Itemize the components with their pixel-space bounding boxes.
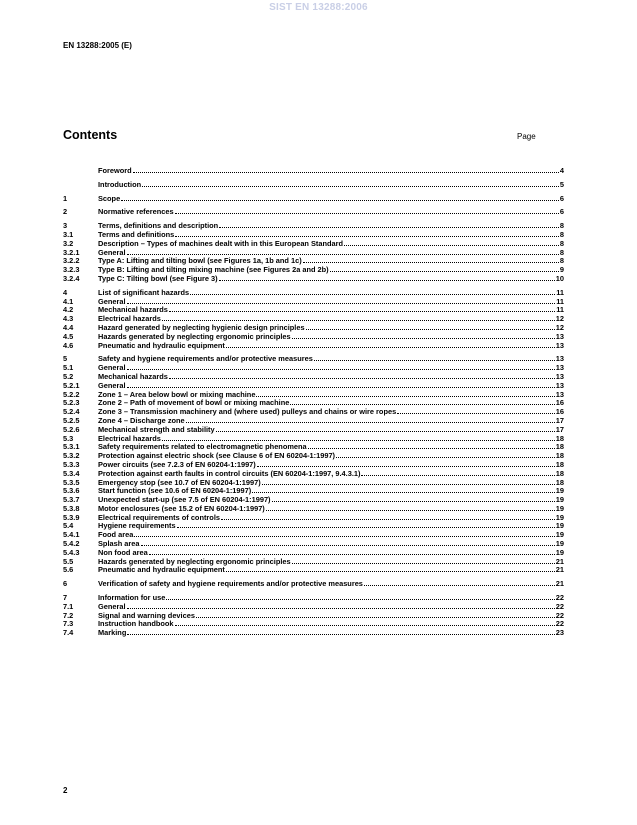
toc-entry-number: 4.2: [63, 305, 74, 315]
toc-entry-page: 22: [555, 610, 564, 620]
toc-entry-page: 18: [555, 459, 564, 469]
toc-entry[interactable]: [63, 305, 564, 314]
toc-entry-number: 6: [63, 579, 68, 589]
dot-leader: [272, 495, 555, 502]
toc-entry[interactable]: [63, 469, 564, 478]
toc-entry[interactable]: [63, 314, 564, 323]
toc-entry-title: Electrical hazards: [98, 314, 161, 324]
toc-entry-number: 5.3.3: [63, 459, 80, 469]
toc-entry-title: Power circuits (see 7.2.3 of EN 60204-1:1997): [98, 459, 256, 469]
toc-entry-title: Type A: Lifting and tilting bowl (see Figures 1a, 1b and 1c): [98, 256, 302, 266]
toc-entry-title: Description – Types of machines dealt with in this European Standard: [98, 238, 344, 248]
toc-entry-title: Marking: [98, 628, 127, 638]
toc-entry-title: Terms, definitions and description: [98, 221, 219, 231]
toc-entry-number: 5.2.5: [63, 415, 80, 425]
dot-leader: [134, 530, 554, 537]
dot-leader: [306, 323, 555, 330]
toc-entry-title: Unexpected start-up (see 7.5 of EN 60204-1:1997): [98, 495, 271, 505]
toc-entry-number: 4.5: [63, 331, 74, 341]
toc-entry[interactable]: [63, 230, 564, 239]
toc-entry-title: Hazards generated by neglecting ergonomic principles: [98, 556, 291, 566]
toc-entry-title: Scope: [98, 193, 121, 203]
toc-entry[interactable]: [63, 611, 564, 620]
toc-entry[interactable]: [63, 398, 564, 407]
toc-entry[interactable]: [63, 579, 564, 588]
toc-entry-page: 13: [555, 371, 564, 381]
toc-entry[interactable]: [63, 460, 564, 469]
dot-leader: [127, 381, 555, 388]
toc-entry-page: 5: [559, 179, 564, 189]
dot-leader: [219, 274, 555, 281]
toc-entry-page: 19: [555, 521, 564, 531]
toc-entry-page: 19: [555, 495, 564, 505]
toc-entry-title: General: [98, 296, 126, 306]
toc-entry-number: 5.3.4: [63, 468, 80, 478]
toc-entry-page: 19: [555, 530, 564, 540]
toc-entry-page: 13: [555, 389, 564, 399]
toc-entry-page: 19: [555, 539, 564, 549]
toc-entry-page: 12: [555, 314, 564, 324]
dot-leader: [361, 469, 554, 476]
toc-entry-number: 4: [63, 287, 68, 297]
toc-entry-page: 17: [555, 424, 564, 434]
dot-leader: [397, 407, 555, 414]
toc-entry-title: Splash area: [98, 539, 140, 549]
toc-entry[interactable]: [63, 221, 564, 230]
toc-entry[interactable]: [63, 265, 564, 274]
dot-leader: [133, 166, 559, 173]
dot-leader: [162, 434, 555, 441]
dot-leader: [303, 256, 559, 263]
toc-entry-page: 8: [559, 247, 564, 257]
toc-entry-number: 7.2: [63, 610, 74, 620]
toc-entry[interactable]: [63, 513, 564, 522]
toc-entry-title: Protection against electric shock (see Clause 6 of EN 60204-1:1997): [98, 451, 336, 461]
toc-entry-page: 16: [555, 398, 564, 408]
toc-entry-number: 5.2: [63, 371, 74, 381]
toc-entry[interactable]: [63, 565, 564, 574]
toc-entry[interactable]: [63, 442, 564, 451]
toc-entry-number: 5.4: [63, 521, 74, 531]
toc-entry-title: Hazards generated by neglecting ergonomic principles: [98, 331, 291, 341]
toc-entry[interactable]: [63, 416, 564, 425]
toc-entry-page: 18: [555, 433, 564, 443]
toc-entry-number: 5.3.7: [63, 495, 80, 505]
dot-leader: [169, 305, 555, 312]
toc-entry-page: 22: [555, 593, 564, 603]
toc-entry-page: 11: [556, 305, 564, 315]
toc-entry[interactable]: [63, 194, 564, 203]
toc-entry[interactable]: [63, 323, 564, 332]
dot-leader: [308, 442, 555, 449]
table-of-contents: [63, 166, 564, 637]
dot-leader: [292, 332, 555, 339]
toc-entry[interactable]: [63, 557, 564, 566]
dot-leader: [127, 297, 556, 304]
toc-entry-number: 5.6: [63, 565, 74, 575]
toc-entry-title: Motor enclosures (see 15.2 of EN 60204-1:1997): [98, 503, 265, 513]
toc-entry-page: 21: [555, 565, 564, 575]
dot-leader: [127, 363, 555, 370]
toc-entry[interactable]: [63, 363, 564, 372]
dot-leader: [257, 460, 555, 467]
toc-entry-number: 4.4: [63, 322, 74, 332]
dot-leader: [219, 221, 559, 228]
toc-entry-number: 5.4.2: [63, 539, 80, 549]
toc-entry[interactable]: [63, 274, 564, 283]
toc-entry-number: 2: [63, 207, 68, 217]
toc-entry-number: 5.3: [63, 433, 74, 443]
dot-leader: [364, 579, 555, 586]
toc-entry-title: Introduction: [98, 179, 142, 189]
toc-entry-title: Protection against earth faults in control circuits (EN 60204-1:1997, 9.4.3.1): [98, 468, 361, 478]
dot-leader: [169, 372, 555, 379]
dot-leader: [141, 539, 555, 546]
page-title: Contents: [63, 128, 118, 142]
dot-leader: [196, 611, 555, 618]
dot-leader: [221, 513, 555, 520]
toc-entry-number: 5: [63, 354, 68, 364]
toc-entry-page: 13: [555, 363, 564, 373]
dot-leader: [290, 398, 554, 405]
toc-entry-page: 19: [555, 512, 564, 522]
toc-entry[interactable]: [63, 619, 564, 628]
toc-entry-title: Verification of safety and hygiene requirements and/or protective measures: [98, 579, 363, 589]
toc-entry-number: 5.5: [63, 556, 74, 566]
toc-entry-number: 5.2.2: [63, 389, 80, 399]
dot-leader: [127, 602, 555, 609]
toc-entry-number: 5.3.2: [63, 451, 80, 461]
toc-entry-title: Signal and warning devices: [98, 610, 195, 620]
toc-entry-title: Information for use: [98, 593, 166, 603]
toc-entry-page: 18: [555, 468, 564, 478]
toc-entry-number: 5.3.9: [63, 512, 80, 522]
toc-entry-page: 13: [555, 354, 564, 364]
dot-leader: [252, 486, 555, 493]
toc-entry-number: 5.1: [63, 363, 74, 373]
toc-entry-number: 7.1: [63, 601, 74, 611]
toc-entry-number: 5.2.4: [63, 407, 80, 417]
dot-leader: [162, 314, 555, 321]
toc-entry[interactable]: [63, 381, 564, 390]
toc-entry-number: 3.2.3: [63, 265, 80, 275]
dot-leader: [314, 354, 555, 361]
toc-entry-title: Non food area: [98, 547, 148, 557]
toc-entry-page: 11: [556, 287, 564, 297]
toc-entry[interactable]: [63, 372, 564, 381]
toc-entry-title: Safety and hygiene requirements and/or protective measures: [98, 354, 313, 364]
toc-entry-title: Normative references: [98, 207, 174, 217]
toc-entry[interactable]: [63, 288, 564, 297]
toc-entry-page: 11: [556, 296, 564, 306]
toc-entry-page: 21: [555, 579, 564, 589]
toc-entry-title: Pneumatic and hydraulic equipment: [98, 340, 225, 350]
toc-entry-page: 13: [555, 340, 564, 350]
toc-entry[interactable]: [63, 248, 564, 257]
toc-entry-page: 10: [555, 273, 564, 283]
toc-entry[interactable]: [63, 548, 564, 557]
toc-entry-title: Foreword: [98, 166, 132, 175]
toc-entry-number: 5.3.1: [63, 442, 80, 452]
toc-entry-page: 19: [555, 547, 564, 557]
toc-entry-title: Type C: Tilting bowl (see Figure 3): [98, 273, 218, 283]
toc-entry-number: 3: [63, 221, 68, 231]
toc-entry-title: Food area: [98, 530, 134, 540]
toc-entry-title: Terms and definitions: [98, 229, 175, 239]
toc-entry[interactable]: [63, 297, 564, 306]
toc-entry-number: 3.2.1: [63, 247, 80, 257]
toc-entry-page: 6: [559, 207, 564, 217]
toc-entry-page: 19: [555, 503, 564, 513]
toc-entry[interactable]: [63, 407, 564, 416]
toc-entry-page: 9: [559, 265, 564, 275]
toc-entry-number: 5.4.1: [63, 530, 80, 540]
toc-entry-title: Emergency stop (see 10.7 of EN 60204-1:1997): [98, 477, 261, 487]
toc-entry-title: Electrical requirements of controls: [98, 512, 220, 522]
toc-entry-page: 13: [555, 380, 564, 390]
toc-entry-page: 8: [559, 256, 564, 266]
toc-entry-page: 18: [555, 477, 564, 487]
dot-leader: [175, 619, 555, 626]
dot-leader: [256, 390, 554, 397]
toc-entry[interactable]: [63, 425, 564, 434]
toc-entry-page: 8: [559, 229, 564, 239]
toc-entry-title: Zone 1 – Area below bowl or mixing machine: [98, 389, 256, 399]
toc-entry-title: Start function (see 10.6 of EN 60204-1:1997): [98, 486, 252, 496]
toc-entry-number: 3.2.4: [63, 273, 80, 283]
toc-entry-number: 3.2: [63, 238, 74, 248]
toc-entry-page: 13: [555, 331, 564, 341]
toc-entry-number: 5.2.3: [63, 398, 80, 408]
toc-entry[interactable]: [63, 478, 564, 487]
dot-leader: [330, 265, 559, 272]
toc-entry-number: 7.4: [63, 628, 74, 638]
toc-entry-title: General: [98, 247, 126, 257]
toc-entry[interactable]: [63, 332, 564, 341]
toc-entry-page: 19: [555, 486, 564, 496]
toc-entry-number: 5.3.5: [63, 477, 80, 487]
dot-leader: [127, 248, 559, 255]
toc-entry-page: 21: [555, 556, 564, 566]
dot-leader: [186, 416, 555, 423]
dot-leader: [127, 628, 554, 635]
toc-entry-title: Pneumatic and hydraulic equipment: [98, 565, 225, 575]
toc-entry[interactable]: [63, 593, 564, 602]
toc-entry-title: Zone 3 – Transmission machinery and (where used) pulleys and chains or wire ropes: [98, 407, 397, 417]
toc-entry-page: 16: [555, 407, 564, 417]
toc-entry-page: 22: [555, 601, 564, 611]
dot-leader: [121, 194, 559, 201]
toc-entry-title: Type B: Lifting and tilting mixing machine (see Figures 2a and 2b): [98, 265, 329, 275]
toc-entry-title: Hazard generated by neglecting hygienic design principles: [98, 322, 305, 332]
toc-entry[interactable]: [63, 166, 564, 175]
dot-leader: [177, 521, 555, 528]
page-column-label: Page: [517, 132, 536, 141]
toc-entry[interactable]: [63, 504, 564, 513]
toc-entry-title: General: [98, 601, 126, 611]
toc-entry[interactable]: [63, 341, 564, 350]
toc-entry[interactable]: [63, 207, 564, 216]
dot-leader: [175, 230, 559, 237]
toc-entry-number: 4.1: [63, 296, 74, 306]
dot-leader: [175, 207, 559, 214]
toc-entry-number: 7.3: [63, 619, 74, 629]
toc-entry-number: 5.2.6: [63, 424, 80, 434]
toc-entry-number: 4.6: [63, 340, 74, 350]
dot-leader: [166, 593, 554, 600]
toc-entry[interactable]: [63, 451, 564, 460]
toc-entry-number: 4.3: [63, 314, 74, 324]
toc-entry-page: 8: [559, 221, 564, 231]
toc-entry-title: Instruction handbook: [98, 619, 174, 629]
toc-entry-title: Mechanical hazards: [98, 305, 168, 315]
toc-entry-title: Mechanical hazards: [98, 371, 168, 381]
toc-entry[interactable]: [63, 486, 564, 495]
toc-entry-page: 17: [555, 415, 564, 425]
toc-entry-title: Zone 2 – Path of movement of bowl or mixing machine: [98, 398, 290, 408]
dot-leader: [336, 451, 555, 458]
watermark: SIST EN 13288:2006: [269, 2, 368, 13]
toc-entry-title: Safety requirements related to electromagnetic phenomena: [98, 442, 307, 452]
dot-leader: [344, 239, 559, 246]
dot-leader: [262, 478, 555, 485]
toc-entry-number: 5.3.8: [63, 503, 80, 513]
toc-entry[interactable]: [63, 602, 564, 611]
dot-leader: [149, 548, 555, 555]
toc-entry-number: 7: [63, 593, 68, 603]
toc-entry-page: 12: [555, 322, 564, 332]
toc-entry-number: 5.3.6: [63, 486, 80, 496]
dot-leader: [226, 565, 555, 572]
toc-entry-page: 22: [555, 619, 564, 629]
toc-entry-number: 3.2.2: [63, 256, 80, 266]
toc-entry-number: 5.4.3: [63, 547, 80, 557]
dot-leader: [190, 288, 555, 295]
toc-entry[interactable]: [63, 495, 564, 504]
toc-entry-page: 6: [559, 193, 564, 203]
dot-leader: [226, 341, 555, 348]
toc-entry-title: Mechanical strength and stability: [98, 424, 215, 434]
toc-entry-page: 18: [555, 442, 564, 452]
toc-entry-title: List of significant hazards: [98, 287, 190, 297]
toc-entry-page: 8: [559, 238, 564, 248]
toc-entry-page: 18: [555, 451, 564, 461]
document-id: EN 13288:2005 (E): [63, 41, 132, 50]
toc-entry-number: 1: [63, 193, 68, 203]
toc-entry-title: Electrical hazards: [98, 433, 161, 443]
toc-entry[interactable]: [63, 354, 564, 363]
toc-entry-title: General: [98, 363, 126, 373]
toc-entry[interactable]: [63, 180, 564, 189]
page-number: 2: [63, 786, 68, 795]
toc-entry[interactable]: [63, 530, 564, 539]
toc-entry[interactable]: [63, 239, 564, 248]
toc-entry-title: General: [98, 380, 126, 390]
toc-entry-page: 4: [559, 166, 564, 175]
toc-entry[interactable]: [63, 390, 564, 399]
toc-entry[interactable]: [63, 521, 564, 530]
dot-leader: [216, 425, 555, 432]
toc-entry[interactable]: [63, 539, 564, 548]
toc-entry-number: 3.1: [63, 229, 74, 239]
toc-entry-title: Hygiene requirements: [98, 521, 176, 531]
toc-entry[interactable]: [63, 434, 564, 443]
toc-entry[interactable]: [63, 256, 564, 265]
toc-entry[interactable]: [63, 628, 564, 637]
dot-leader: [266, 504, 555, 511]
toc-entry-page: 23: [555, 628, 564, 638]
toc-entry-title: Zone 4 – Discharge zone: [98, 415, 185, 425]
dot-leader: [142, 180, 559, 187]
dot-leader: [292, 557, 555, 564]
toc-entry-number: 5.2.1: [63, 380, 80, 390]
